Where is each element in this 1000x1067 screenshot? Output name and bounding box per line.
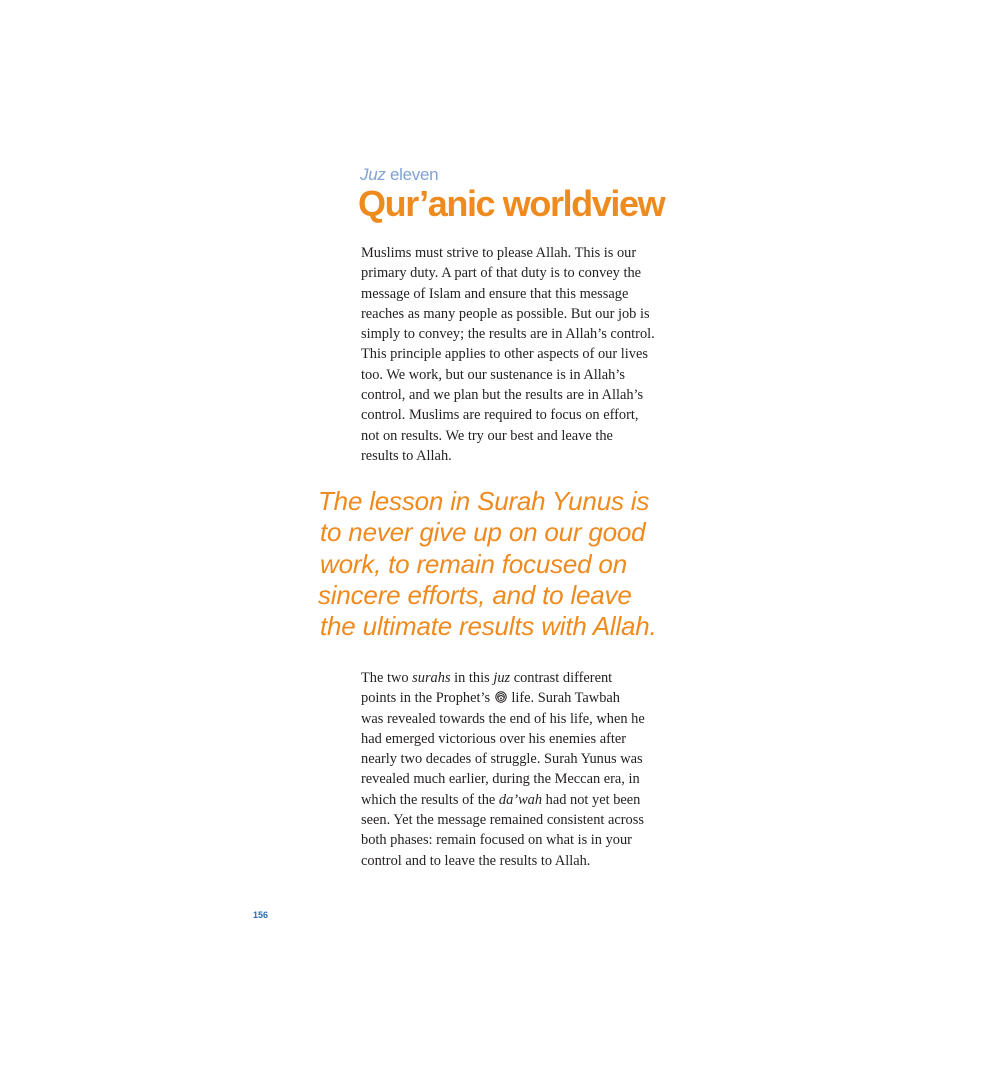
text-line bbox=[361, 668, 681, 688]
salawat-glyph-icon bbox=[495, 691, 507, 703]
intro-paragraph bbox=[361, 243, 681, 466]
text-run: had not yet been bbox=[542, 791, 641, 808]
text-line: Muslims must strive to please Allah. This is our bbox=[361, 245, 637, 261]
text-line: This principle applies to other aspects of our lives bbox=[361, 346, 648, 363]
italic-term: juz bbox=[493, 670, 511, 686]
juz-kicker bbox=[360, 165, 438, 185]
text-line: simply to convey; the results are in Allah’s control. bbox=[361, 326, 655, 343]
text-line: reaches as many people as possible. But our job is bbox=[361, 305, 650, 322]
text-line: too. We work, but our sustenance is in Allah’s bbox=[361, 366, 625, 383]
text-line: revealed much earlier, during the Meccan era, in bbox=[361, 771, 640, 788]
pull-quote-line: work, to remain focused on bbox=[320, 548, 627, 579]
pull-quote-line: The lesson in Surah Yunus is bbox=[318, 486, 650, 516]
text-line: message of Islam and ensure that this message bbox=[361, 285, 629, 302]
closing-paragraph bbox=[361, 668, 681, 871]
text-run: in this bbox=[450, 670, 494, 686]
text-run: contrast different bbox=[510, 670, 613, 686]
text-line: not on results. We try our best and leave the bbox=[361, 427, 613, 444]
kicker-juz-word: Juz bbox=[360, 165, 386, 184]
text-line: was revealed towards the end of his life, when he bbox=[361, 710, 645, 727]
text-run: which the results of the bbox=[361, 791, 499, 808]
text-line: results to Allah. bbox=[361, 447, 452, 464]
pull-quote-line: to never give up on our good bbox=[320, 517, 646, 548]
text-line bbox=[361, 688, 681, 708]
text-run: points in the Prophet’s bbox=[361, 690, 491, 707]
text-line: control and to leave the results to Allah. bbox=[361, 852, 591, 869]
text-line: both phases: remain focused on what is in your bbox=[361, 832, 632, 849]
page-title: Qur’anic worldview bbox=[358, 183, 665, 224]
italic-term: surahs bbox=[412, 670, 451, 686]
pull-quote-line: sincere efforts, and to leave bbox=[318, 579, 632, 610]
pull-quote bbox=[318, 486, 698, 642]
page-number: 156 bbox=[253, 910, 269, 920]
text-line: control, and we plan but the results are in Allah’s bbox=[361, 387, 644, 404]
text-run: life. Surah Tawbah bbox=[511, 690, 620, 707]
text-line: had emerged victorious over his enemies after bbox=[361, 730, 627, 747]
text-run: The two bbox=[361, 670, 413, 686]
text-line: seen. Yet the message remained consistent across bbox=[361, 812, 644, 829]
text-line: control. Muslims are required to focus on effort, bbox=[361, 407, 639, 424]
kicker-number: eleven bbox=[385, 165, 439, 184]
text-line bbox=[361, 790, 681, 810]
italic-term: da’wah bbox=[498, 791, 543, 808]
text-line: primary duty. A part of that duty is to convey the bbox=[361, 265, 642, 282]
text-line: nearly two decades of struggle. Surah Yunus was bbox=[361, 751, 643, 768]
pull-quote-line: the ultimate results with Allah. bbox=[320, 611, 657, 642]
